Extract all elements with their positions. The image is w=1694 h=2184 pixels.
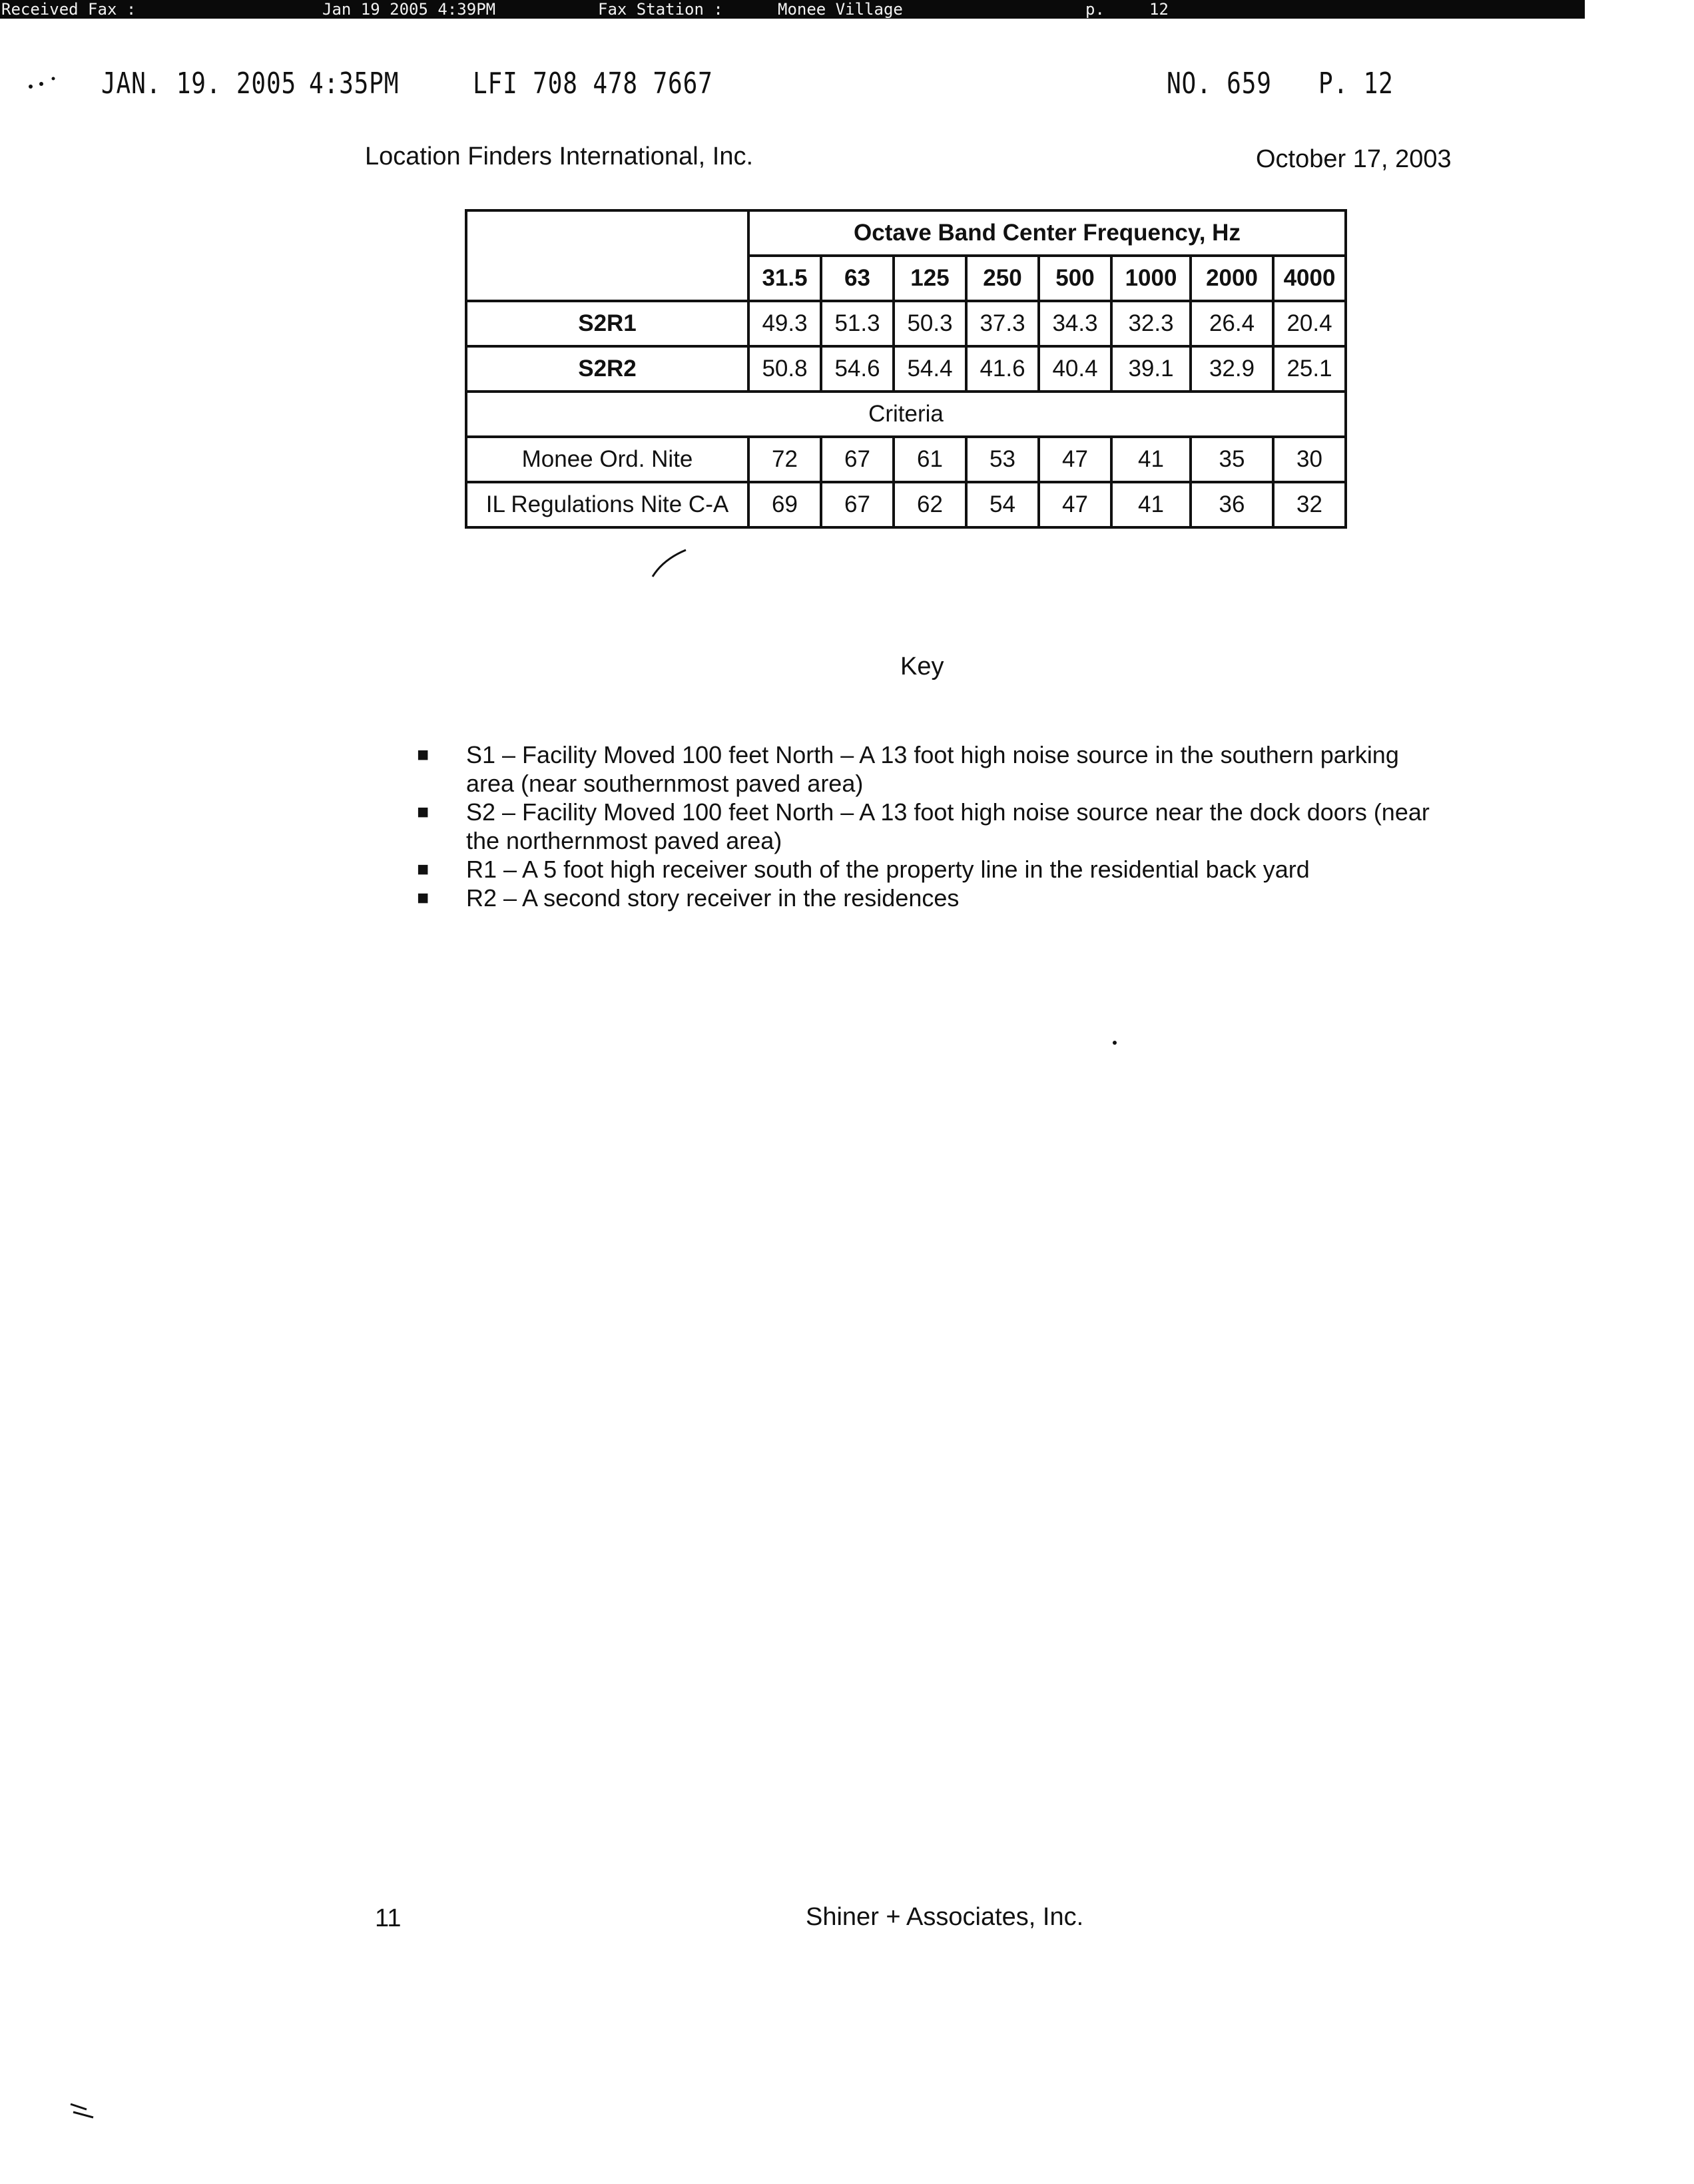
data-cell: 25.1: [1273, 346, 1346, 392]
bullet-icon: ■: [417, 744, 429, 766]
pen-stroke-mark: [650, 546, 690, 579]
row-label: S2R1: [466, 301, 748, 346]
row-label: S2R2: [466, 346, 748, 392]
data-cell: 41: [1111, 482, 1191, 527]
company-header: Location Finders International, Inc.: [365, 142, 754, 170]
data-cell: 41: [1111, 437, 1191, 482]
data-cell: 47: [1039, 437, 1111, 482]
data-cell: 34.3: [1039, 301, 1111, 346]
fax-station-label: Fax Station :: [598, 0, 723, 19]
data-cell: 26.4: [1191, 301, 1273, 346]
fax-speck-mark: [67, 2097, 107, 2124]
fax-received-date: Jan 19 2005 4:39PM: [322, 0, 496, 19]
tx-time: 4:35PM: [309, 67, 400, 101]
tx-number: NO. 659: [1167, 67, 1272, 101]
table-row: [466, 301, 1346, 346]
bullet-icon: ■: [417, 887, 429, 909]
key-item-text: R2 – A second story receiver in the residences: [466, 884, 960, 912]
row-label: IL Regulations Nite C-A: [466, 482, 748, 527]
data-cell: 32.3: [1111, 301, 1191, 346]
freq-cell: 500: [1039, 256, 1111, 301]
data-cell: 20.4: [1273, 301, 1346, 346]
freq-cell: 250: [966, 256, 1039, 301]
fax-page-number: 12: [1149, 0, 1169, 19]
table-row: [466, 437, 1346, 482]
data-cell: 30: [1273, 437, 1346, 482]
data-cell: 53: [966, 437, 1039, 482]
band-header: Octave Band Center Frequency, Hz: [748, 210, 1346, 256]
data-cell: 37.3: [966, 301, 1039, 346]
freq-cell: 125: [894, 256, 966, 301]
freq-cell: 2000: [1191, 256, 1273, 301]
data-cell: 50.3: [894, 301, 966, 346]
data-cell: 69: [748, 482, 821, 527]
criteria-row: [466, 392, 1346, 437]
tx-page: P. 12: [1318, 67, 1394, 101]
data-cell: 50.8: [748, 346, 821, 392]
data-cell: 72: [748, 437, 821, 482]
table-row: [466, 482, 1346, 527]
table-corner-cell: [466, 210, 748, 301]
data-cell: 51.3: [821, 301, 894, 346]
data-cell: 61: [894, 437, 966, 482]
data-cell: 47: [1039, 482, 1111, 527]
key-item-text: R1 – A 5 foot high receiver south of the property line in the residential back yard: [466, 856, 1310, 883]
data-cell: 49.3: [748, 301, 821, 346]
fax-speck-mark: [27, 73, 73, 93]
data-cell: 40.4: [1039, 346, 1111, 392]
freq-cell: 31.5: [748, 256, 821, 301]
bullet-icon: ■: [417, 858, 429, 880]
key-item-text: S2 – Facility Moved 100 feet North – A 13 foot high noise source near the dock doors (near the northernmost paved area): [466, 798, 1430, 854]
tx-date: JAN. 19. 2005: [101, 67, 297, 101]
data-cell: 54.6: [821, 346, 894, 392]
tx-sender: LFI 708 478 7667: [473, 67, 713, 101]
data-cell: 36: [1191, 482, 1273, 527]
fax-speck-mark: [1112, 1039, 1119, 1048]
criteria-label: Criteria: [466, 392, 1346, 437]
key-list: [413, 740, 1452, 912]
fax-page-label: p.: [1085, 0, 1105, 19]
data-cell: 62: [894, 482, 966, 527]
fax-station-name: Monee Village: [778, 0, 903, 19]
fax-received-label: Received Fax :: [1, 0, 137, 19]
freq-cell: 4000: [1273, 256, 1346, 301]
data-cell: 35: [1191, 437, 1273, 482]
data-cell: 32: [1273, 482, 1346, 527]
table-row: [466, 346, 1346, 392]
noise-level-table: [465, 209, 1347, 529]
footer-company: Shiner + Associates, Inc.: [806, 1903, 1084, 1931]
data-cell: 54.4: [894, 346, 966, 392]
data-cell: 67: [821, 482, 894, 527]
key-title: Key: [900, 653, 944, 681]
table-header-row: [466, 210, 1346, 256]
data-cell: 54: [966, 482, 1039, 527]
freq-cell: 63: [821, 256, 894, 301]
data-cell: 67: [821, 437, 894, 482]
report-date: October 17, 2003: [1256, 145, 1452, 173]
data-cell: 41.6: [966, 346, 1039, 392]
freq-cell: 1000: [1111, 256, 1191, 301]
page-number: 11: [375, 1904, 402, 1932]
list-item: [413, 884, 1452, 912]
fax-header-bar: [0, 0, 1585, 19]
list-item: [413, 798, 1452, 855]
data-cell: 39.1: [1111, 346, 1191, 392]
list-item: [413, 740, 1452, 798]
key-item-text: S1 – Facility Moved 100 feet North – A 13 foot high noise source in the southern parking area (near southernmost paved area): [466, 741, 1399, 797]
row-label: Monee Ord. Nite: [466, 437, 748, 482]
bullet-icon: ■: [417, 801, 429, 823]
list-item: [413, 855, 1452, 884]
data-cell: 32.9: [1191, 346, 1273, 392]
